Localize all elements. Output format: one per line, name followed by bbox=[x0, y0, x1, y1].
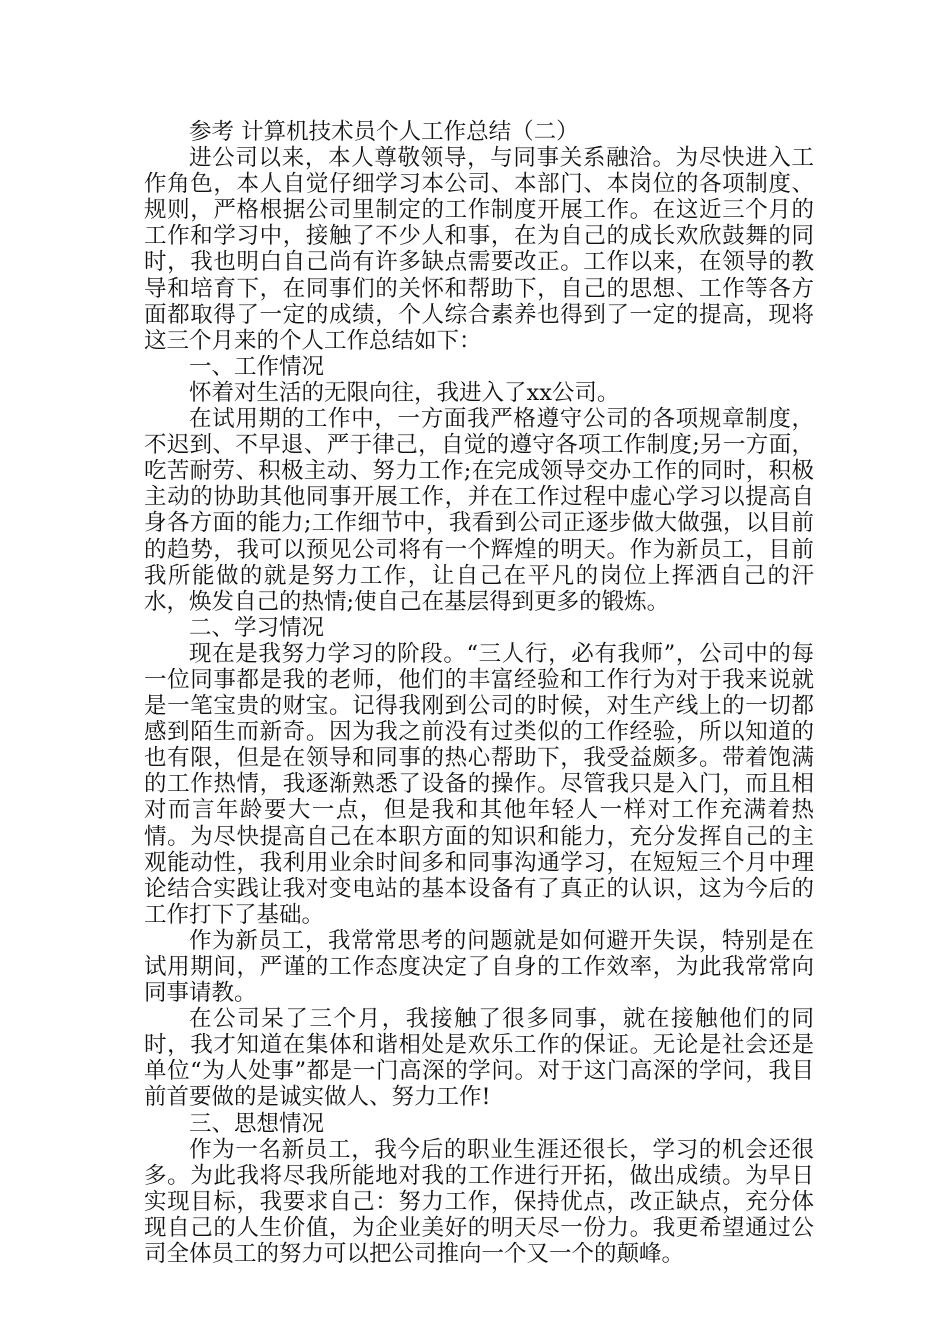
document-title: 参考 计算机技术员个人工作总结（二） bbox=[189, 119, 579, 145]
section-heading-thought: 三、思想情况 bbox=[189, 1110, 325, 1137]
section-heading-study: 二、学习情况 bbox=[189, 614, 325, 641]
paragraph-work-1: 怀着对生活的无限向往，我进入了xx公司。 bbox=[189, 379, 620, 406]
paragraph-work-2: 在试用期的工作中，一方面我严格遵守公司的各项规章制度，不迟到、不早退、严于律己，自觉的遵守各项工作制度;另一方面，吃苦耐劳、积极主动、努力工作;在完成领导交办工作的同时，积极主动的协助其他同事开展工作，并在工作过程中虚心学习以提高自身各方面的能力;工作细节中，我看到公司正逐步做大做强，以目前的趋势，我可以预见公司将有一个辉煌的明天。作为新员工，目前我所能做的就是努力工作，让自己在平凡的岗位上挥洒自己的汗水，焕发自己的热情;使自己在基层得到更多的锻炼。 bbox=[144, 406, 814, 615]
paragraph-study-1: 现在是我努力学习的阶段。“三人行，必有我师”，公司中的每一位同事都是我的老师，他们的丰富经验和工作行为对于我来说就是一笔宝贵的财宝。记得我刚到公司的时候，对生产线上的一切都感到陌生而新奇。因为我之前没有过类似的工作经验，所以知道的也有限，但是在领导和同事的热心帮助下，我受益颇多。带着饱满的工作热情，我逐渐熟悉了设备的操作。尽管我只是入门，而且相对而言年龄要大一点，但是我和其他年轻人一样对工作充满着热情。为尽快提高自己在本职方面的知识和能力，充分发挥自己的主观能动性，我利用业余时间多和同事沟通学习，在短短三个月中理论结合实践让我对变电站的基本设备有了真正的认识，这为今后的工作打下了基础。 bbox=[144, 640, 814, 928]
section-heading-work: 一、工作情况 bbox=[189, 353, 325, 380]
paragraph-study-2: 作为新员工，我常常思考的问题就是如何避开失误，特别是在试用期间，严谨的工作态度决定了自身的工作效率，为此我常常向同事请教。 bbox=[144, 927, 814, 1007]
paragraph-intro: 进公司以来，本人尊敬领导，与同事关系融洽。为尽快进入工作角色，本人自觉仔细学习本公司、本部门、本岗位的各项制度、规则，严格根据公司里制定的工作制度开展工作。在这近三个月的工作和学习中，接触了不少人和事，在为自己的成长欢欣鼓舞的同时，我也明白自己尚有许多缺点需要改正。工作以来，在领导的教导和培育下，在同事们的关怀和帮助下，自己的思想、工作等各方面都取得了一定的成绩，个人综合素养也得到了一定的提高，现将这三个月来的个人工作总结如下： bbox=[144, 145, 814, 354]
paragraph-thought-1: 作为一名新员工，我今后的职业生涯还很长，学习的机会还很多。为此我将尽我所能地对我的工作进行开拓，做出成绩。为早日实现目标，我要求自己：努力工作，保持优点，改正缺点，充分体现自己的人生价值，为企业美好的明天尽一份力。我更希望通过公司全体员工的努力可以把公司推向一个又一个的颠峰。 bbox=[144, 1136, 814, 1268]
document-body bbox=[144, 119, 814, 1267]
paragraph-study-3: 在公司呆了三个月，我接触了很多同事，就在接触他们的同时，我才知道在集体和谐相处是欢乐工作的保证。无论是社会还是单位“为人处事”都是一门高深的学问。对于这门高深的学问，我目前首要做的是诚实做人、努力工作! bbox=[144, 1006, 814, 1111]
